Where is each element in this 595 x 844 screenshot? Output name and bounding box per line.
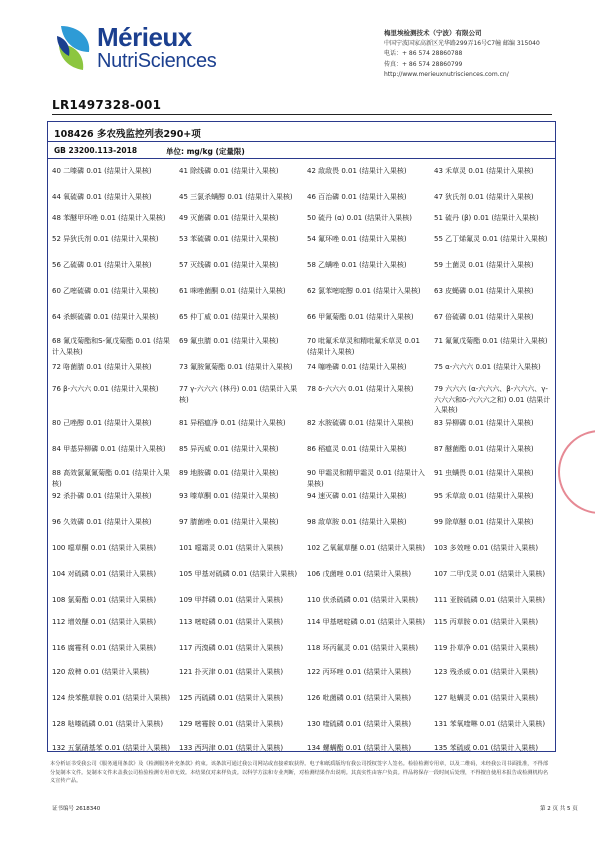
company-fax: 传真：+ 86 574 28860799 <box>384 60 463 68</box>
table-cell: 51 硫丹 (β) 0.01 (结果计入果核) <box>434 214 539 222</box>
company-info <box>384 28 584 81</box>
table-cell: 92 杀扑磷 0.01 (结果计入果核) <box>52 492 152 500</box>
table-cell: 120 敌稗 0.01 (结果计入果核) <box>52 668 150 676</box>
table-cell: 101 噁霜灵 0.01 (结果计入果核) <box>179 544 284 552</box>
official-seal <box>558 430 595 514</box>
table-cell: 135 苯硫威 0.01 (结果计入果核) <box>434 744 539 752</box>
company-website: http://www.merieuxnutrisciences.com.cn/ <box>384 71 509 78</box>
table-cell: 131 苯氧喹啉 0.01 (结果计入果核) <box>434 720 546 728</box>
table-cell: 116 腐霉利 0.01 (结果计入果核) <box>52 644 157 652</box>
table-cell: 129 嘧霉胺 0.01 (结果计入果核) <box>179 720 284 728</box>
results-table <box>47 121 556 752</box>
table-cell: 100 噁草酮 0.01 (结果计入果核) <box>52 544 157 552</box>
table-cell: 78 δ-六六六 0.01 (结果计入果核) <box>307 385 414 393</box>
table-cell: 75 α-六六六 0.01 (结果计入果核) <box>434 363 541 371</box>
page-number: 第 2 页 共 5 页 <box>540 806 578 812</box>
table-cell: 83 异柳磷 0.01 (结果计入果核) <box>434 419 534 427</box>
table-cell: 54 氟环唑 0.01 (结果计入果核) <box>307 235 407 243</box>
table-cell: 91 虫螨畏 0.01 (结果计入果核) <box>434 469 534 477</box>
table-cell: 49 灭菌磷 0.01 (结果计入果核) <box>179 214 279 222</box>
table-cell: 103 多效唑 0.01 (结果计入果核) <box>434 544 539 552</box>
leaf-icon <box>55 22 95 74</box>
table-cell: 60 乙嘧硫磷 0.01 (结果计入果核) <box>52 287 159 295</box>
table-cell: 90 甲霜灵和精甲霜灵 0.01 (结果计入果核) <box>307 469 425 488</box>
table-cell: 102 乙氧氟草醚 0.01 (结果计入果核) <box>307 544 426 552</box>
table-cell: 77 γ-六六六 (林丹) 0.01 (结果计入果核) <box>179 385 298 404</box>
brand-line2: NutriSciences <box>97 50 217 72</box>
table-cell: 96 久效磷 0.01 (结果计入果核) <box>52 518 152 526</box>
table-cell: 89 地胺磷 0.01 (结果计入果核) <box>179 469 279 477</box>
table-cell: 98 敌草胺 0.01 (结果计入果核) <box>307 518 407 526</box>
table-cell: 128 哒嗪硫磷 0.01 (结果计入果核) <box>52 720 164 728</box>
divider <box>48 158 555 159</box>
table-cell: 86 稻瘟灵 0.01 (结果计入果核) <box>307 445 407 453</box>
table-cell: 56 乙硫磷 0.01 (结果计入果核) <box>52 261 152 269</box>
table-cell: 52 异狄氏剂 0.01 (结果计入果核) <box>52 235 159 243</box>
table-cell: 64 杀螟硫磷 0.01 (结果计入果核) <box>52 313 159 321</box>
table-cell: 127 哒螨灵 0.01 (结果计入果核) <box>434 694 539 702</box>
table-cell: 93 嗪草酮 0.01 (结果计入果核) <box>179 492 279 500</box>
company-name: 梅里埃检测技术（宁波）有限公司 <box>384 29 482 37</box>
table-cell: 87 醚菌酯 0.01 (结果计入果核) <box>434 445 534 453</box>
table-cell: 134 螺螨酯 0.01 (结果计入果核) <box>307 744 412 752</box>
table-cell: 94 速灭磷 0.01 (结果计入果核) <box>307 492 407 500</box>
certificate-number: 证书编号 2618340 <box>52 806 101 812</box>
report-id: LR1497328-001 <box>52 98 162 112</box>
footer-note: 本分析证书受我公司《服务通用条款》及《检测服务补充条款》约束。该条款可通过我公司网站或直接索取获得。电子和纸质版均有我公司授权签字人签名。检验检测专用章，以及二维码，未经我公司书面批准，不得部分复制本文件。复制本文件未盖我公司检验检测专用章无效。本结果仅对来样负责。以科学方法和专业判断，对检测结果作出说明。其真实性由客户负责。样品将保存一段时间后处理，不得擅自使用本报告或检测机构名义宣传产品。 <box>50 761 549 784</box>
table-cell: 47 狄氏剂 0.01 (结果计入果核) <box>434 193 534 201</box>
table-cell: 121 扑灭津 0.01 (结果计入果核) <box>179 668 284 676</box>
table-cell: 113 嘧啶磷 0.01 (结果计入果核) <box>179 618 284 626</box>
company-phone: 电话：+ 86 574 28860788 <box>384 50 463 57</box>
table-cell: 43 禾草灵 0.01 (结果计入果核) <box>434 167 534 175</box>
unit-label: 单位: mg/kg (定量限) <box>166 147 245 156</box>
brand-line1: Mérieux <box>97 22 192 52</box>
standard-code: GB 23200.113-2018 <box>54 146 138 155</box>
table-cell: 99 除草醚 0.01 (结果计入果核) <box>434 518 534 526</box>
table-cell: 72 咯菌腈 0.01 (结果计入果核) <box>52 363 152 371</box>
table-cell: 130 喹硫磷 0.01 (结果计入果核) <box>307 720 412 728</box>
table-cell: 55 乙丁烯氟灵 0.01 (结果计入果核) <box>434 235 548 243</box>
table-cell: 82 水胺硫磷 0.01 (结果计入果核) <box>307 419 414 427</box>
table-cell: 123 残杀威 0.01 (结果计入果核) <box>434 668 539 676</box>
table-cell: 69 氟虫腈 0.01 (结果计入果核) <box>179 337 279 345</box>
divider <box>48 141 555 142</box>
company-logo <box>55 22 215 80</box>
table-cell: 107 二甲戊灵 0.01 (结果计入果核) <box>434 570 546 578</box>
table-cell: 132 五氯硝基苯 0.01 (结果计入果核) <box>52 744 171 752</box>
table-cell: 118 环丙氟灵 0.01 (结果计入果核) <box>307 644 419 652</box>
table-cell: 59 土菌灵 0.01 (结果计入果核) <box>434 261 534 269</box>
table-cell: 44 氧硫磷 0.01 (结果计入果核) <box>52 193 152 201</box>
table-cell: 46 百治磷 0.01 (结果计入果核) <box>307 193 407 201</box>
table-cell: 114 甲基嘧啶磷 0.01 (结果计入果核) <box>307 618 426 626</box>
divider <box>52 114 552 115</box>
table-cell: 85 异丙威 0.01 (结果计入果核) <box>179 445 279 453</box>
table-cell: 84 甲基异柳磷 0.01 (结果计入果核) <box>52 445 166 453</box>
table-cell: 58 乙螨唑 0.01 (结果计入果核) <box>307 261 407 269</box>
table-cell: 65 仲丁威 0.01 (结果计入果核) <box>179 313 279 321</box>
table-cell: 79 六六六 (α-六六六、β-六六六、γ-六六六和δ-六六六之和) 0.01 (结果计入果核) <box>434 385 551 414</box>
table-cell: 40 二嗪磷 0.01 (结果计入果核) <box>52 167 152 175</box>
table-cell: 50 硫丹 (α) 0.01 (结果计入果核) <box>307 214 412 222</box>
table-cell: 76 β-六六六 0.01 (结果计入果核) <box>52 385 159 393</box>
table-cell: 119 扑草净 0.01 (结果计入果核) <box>434 644 539 652</box>
company-address: 中国宁波国家高新区光华路299弄16号C7幢 邮编 315040 <box>384 39 540 47</box>
table-cell: 42 敌敌畏 0.01 (结果计入果核) <box>307 167 407 175</box>
table-cell: 115 丙草胺 0.01 (结果计入果核) <box>434 618 539 626</box>
table-cell: 105 甲基对硫磷 0.01 (结果计入果核) <box>179 570 298 578</box>
table-cell: 71 氟氰戊菊酯 0.01 (结果计入果核) <box>434 337 548 345</box>
table-cell: 125 丙硫磷 0.01 (结果计入果核) <box>179 694 284 702</box>
table-cell: 80 己唑醇 0.01 (结果计入果核) <box>52 419 152 427</box>
table-cell: 109 甲拌磷 0.01 (结果计入果核) <box>179 596 284 604</box>
table-cell: 106 戊菌唑 0.01 (结果计入果核) <box>307 570 412 578</box>
table-cell: 68 氰戊菊酯和S-氰戊菊酯 0.01 (结果计入果核) <box>52 337 170 356</box>
table-cell: 112 增效醚 0.01 (结果计入果核) <box>52 618 157 626</box>
table-cell: 53 苯硫磷 0.01 (结果计入果核) <box>179 235 279 243</box>
table-cell: 126 吡菌磷 0.01 (结果计入果核) <box>307 694 412 702</box>
table-cell: 67 倍硫磷 0.01 (结果计入果核) <box>434 313 534 321</box>
table-cell: 63 皮蝇磷 0.01 (结果计入果核) <box>434 287 534 295</box>
table-cell: 73 氟胺氰菊酯 0.01 (结果计入果核) <box>179 363 293 371</box>
table-cell: 62 氯苯嘧啶醇 0.01 (结果计入果核) <box>307 287 421 295</box>
table-cell: 104 对硫磷 0.01 (结果计入果核) <box>52 570 157 578</box>
table-cell: 97 腈菌唑 0.01 (结果计入果核) <box>179 518 279 526</box>
table-cell: 61 咪唑菌酮 0.01 (结果计入果核) <box>179 287 286 295</box>
table-cell: 110 伏杀硫磷 0.01 (结果计入果核) <box>307 596 419 604</box>
table-cell: 57 灭线磷 0.01 (结果计入果核) <box>179 261 279 269</box>
table-cell: 117 丙溴磷 0.01 (结果计入果核) <box>179 644 284 652</box>
table-cell: 41 除线磷 0.01 (结果计入果核) <box>179 167 279 175</box>
table-cell: 108 氯菊酯 0.01 (结果计入果核) <box>52 596 157 604</box>
table-cell: 48 苯醚甲环唑 0.01 (结果计入果核) <box>52 214 166 222</box>
table-cell: 45 三氯杀螨醇 0.01 (结果计入果核) <box>179 193 293 201</box>
table-cell: 66 甲氰菊酯 0.01 (结果计入果核) <box>307 313 414 321</box>
table-cell: 74 噻唑磷 0.01 (结果计入果核) <box>307 363 407 371</box>
table-title: 108426 多农残监控列表290+项 <box>54 129 201 140</box>
table-cell: 81 异稻瘟净 0.01 (结果计入果核) <box>179 419 286 427</box>
table-cell: 70 吡氟禾草灵和精吡氟禾草灵 0.01 (结果计入果核) <box>307 337 420 356</box>
table-cell: 88 高效氯氟氰菊酯 0.01 (结果计入果核) <box>52 469 170 488</box>
table-cell: 111 亚胺硫磷 0.01 (结果计入果核) <box>434 596 546 604</box>
table-cell: 122 丙环唑 0.01 (结果计入果核) <box>307 668 412 676</box>
table-cell: 133 西玛津 0.01 (结果计入果核) <box>179 744 284 752</box>
table-cell: 124 炔苯酰草胺 0.01 (结果计入果核) <box>52 694 171 702</box>
table-cell: 95 禾草敌 0.01 (结果计入果核) <box>434 492 534 500</box>
